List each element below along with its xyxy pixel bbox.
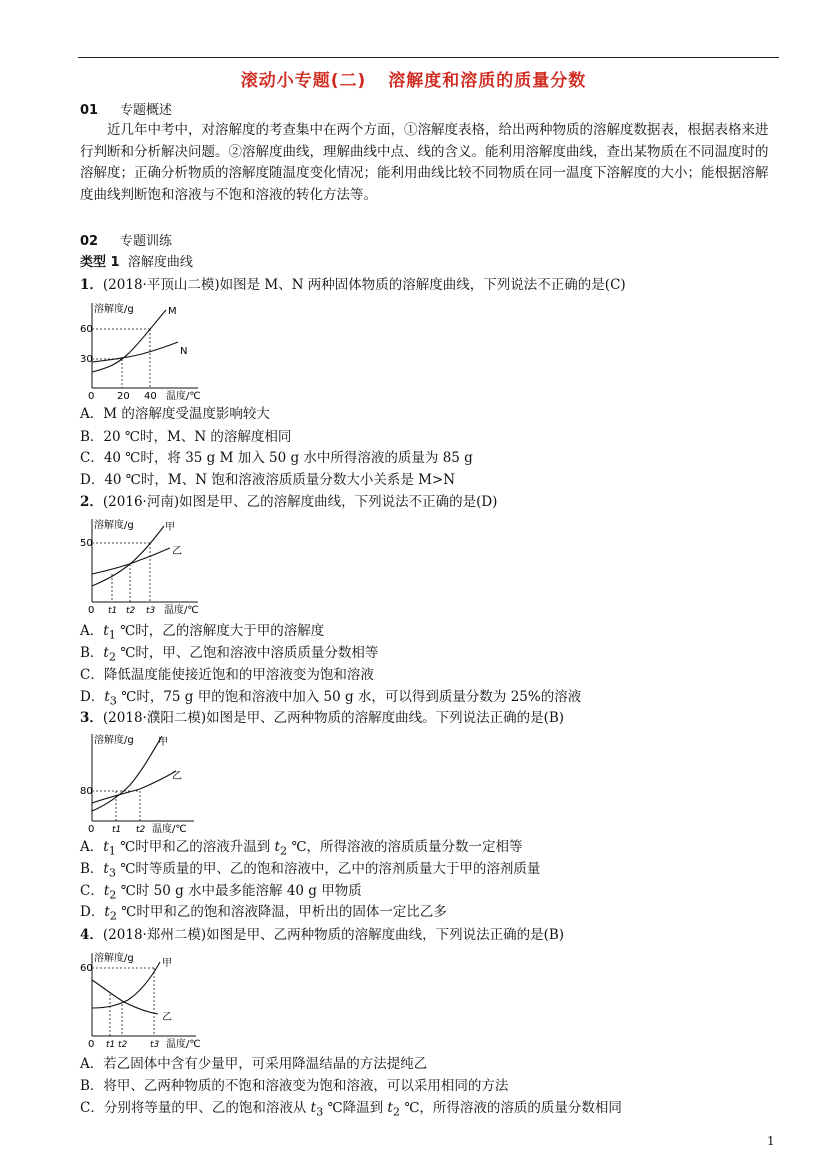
option-q1-a: A．M 的溶解度受温度影响较大: [80, 406, 270, 422]
series-label-jia: 甲: [158, 737, 168, 748]
option-prefix: A．: [80, 839, 104, 855]
x-tick-label: t3: [146, 606, 156, 616]
type-text: 溶解度曲线: [127, 255, 193, 270]
y-axis-label: 溶解度/g: [94, 953, 134, 964]
section-number: 02: [80, 234, 99, 249]
option-prefix: C．分别将等量的甲、乙的饱和溶液从: [80, 1100, 311, 1116]
option-var: t: [103, 839, 109, 855]
option-var: t: [274, 839, 280, 855]
question-text: (2018·郑州二模)如图是甲、乙两种物质的溶解度曲线，下列说法正确的是(B): [102, 927, 565, 943]
option-q3-c: [80, 882, 362, 905]
section-header-overview: [80, 102, 172, 120]
x-tick-label: t1: [112, 825, 122, 835]
page-number: 1: [767, 1134, 775, 1148]
option-sub: 3: [109, 694, 117, 708]
y-tick-label: 60: [80, 324, 93, 335]
x-tick-label: t2: [136, 825, 146, 835]
option-var: t: [104, 904, 110, 920]
option-q1-d: D．40 ℃时，M、N 饱和溶液溶质质量分数大小关系是 M>N: [80, 472, 456, 488]
option-text: ℃降温到: [323, 1100, 388, 1116]
option-text: ℃时，乙的溶解度大于甲的溶解度: [115, 623, 325, 639]
series-label-jia: 甲: [162, 958, 172, 969]
option-q3-d: [80, 903, 447, 926]
x-axis-label: 温度/℃: [166, 1039, 201, 1050]
option-q1-c: C．40 ℃时，将 35 g M 加入 50 g 水中所得溶液的质量为 85 g: [80, 450, 473, 466]
section-label: 专题概述: [120, 103, 173, 118]
x-tick-label: t3: [150, 1040, 160, 1050]
y-tick-label: 50: [80, 538, 93, 549]
option-var: t: [310, 1100, 317, 1116]
x-tick-label: 0: [88, 824, 95, 835]
x-tick-label: t1: [108, 606, 118, 616]
question-number: 4．: [80, 927, 103, 943]
option-text: ℃时甲和乙的饱和溶液降温，甲析出的固体一定比乙多: [116, 904, 447, 920]
question-4-stem: [80, 926, 564, 944]
option-sub: 2: [279, 844, 288, 858]
option-sub: 1: [108, 844, 116, 858]
question-number: 3．: [80, 710, 103, 726]
option-var: t: [104, 689, 110, 705]
y-axis-label: 溶解度/g: [94, 735, 134, 746]
option-text: ℃，所得溶液的溶质的质量分数相同: [400, 1100, 622, 1116]
top-rule: [78, 57, 779, 58]
curve-jia: [92, 962, 160, 1008]
series-label-yi: 乙: [162, 1012, 172, 1023]
x-tick-label: t1: [106, 1040, 116, 1050]
question-1-stem: [80, 276, 626, 294]
solubility-chart-q3: [80, 731, 210, 835]
option-prefix: C．降低温度能使接近饱和的甲溶液变为饱和溶液: [80, 667, 374, 683]
curve-m: [92, 310, 166, 372]
title-part1: 滚动小专题(二): [240, 71, 367, 91]
option-sub: 3: [316, 1105, 324, 1119]
x-tick-label: 0: [88, 391, 95, 402]
solubility-chart-q1: [80, 300, 210, 402]
option-q2-a: [80, 622, 324, 645]
y-tick-label: 80: [80, 786, 93, 797]
option-q4-b: [80, 1077, 508, 1095]
y-tick-label: 60: [80, 963, 93, 974]
option-var: t: [103, 623, 109, 639]
curve-yi: [92, 771, 176, 803]
curve-yi: [92, 980, 158, 1014]
overview-paragraph: 近几年中考中，对溶解度的考查集中在两个方面，①溶解度表格，给出两种物质的溶解度数据表，根据表格来进行判断和分析解决问题。②溶解度曲线，理解曲线中点、线的含义。能利用溶解度曲线，查出某物质在不同温度时的溶解度；正确分析物质的溶解度随温度变化情况；能利用曲线比较不同物质在同一温度下溶解度的大小；能根据溶解度曲线判断饱和溶液与不饱和溶液的转化方法等。: [80, 122, 769, 203]
section-label: 专题训练: [120, 234, 173, 249]
option-q3-b: [80, 860, 540, 883]
type-header: [80, 254, 193, 272]
curve-jia: [92, 526, 164, 586]
x-axis-label: 温度/℃: [164, 605, 199, 616]
option-sub: 2: [108, 650, 117, 664]
solubility-chart-q2: [80, 516, 210, 616]
option-var: t: [103, 883, 110, 899]
question-text: (2018·濮阳二模)如图是甲、乙两种物质的溶解度曲线。下列说法正确的是(B): [102, 710, 565, 726]
option-prefix: D．: [80, 904, 105, 920]
x-tick-label: 0: [88, 605, 95, 616]
option-sub: 2: [109, 909, 117, 923]
option-text: ℃时，75 g 甲的饱和溶液中加入 50 g 水，可以得到质量分数为 25%的溶液: [116, 689, 582, 705]
option-var: t: [103, 645, 109, 661]
x-axis-label: 温度/℃: [166, 391, 201, 402]
option-q1-b: B．20 ℃时，M、N 的溶解度相同: [80, 429, 292, 445]
question-2-stem: [80, 493, 497, 511]
series-label-yi: 乙: [172, 771, 182, 782]
figure-q3: [80, 731, 210, 839]
option-text: ℃时甲和乙的溶液升温到: [115, 839, 275, 855]
question-number: 2．: [80, 494, 103, 510]
option-sub: 2: [392, 1105, 401, 1119]
solubility-chart-q4: [80, 950, 210, 1050]
y-tick-label: 30: [80, 354, 93, 365]
option-prefix: A．若乙固体中含有少量甲，可采用降温结晶的方法提纯乙: [80, 1056, 428, 1072]
option-sub: 1: [108, 628, 116, 642]
option-text: ℃时，甲、乙饱和溶液中溶质质量分数相等: [116, 645, 379, 661]
series-label-n: N: [180, 346, 188, 357]
series-label-yi: 乙: [172, 546, 182, 557]
option-sub: 2: [109, 888, 117, 902]
question-3-stem: [80, 709, 564, 727]
option-q2-d: [80, 688, 581, 711]
option-sub: 3: [108, 866, 117, 880]
question-text: (2018·平顶山二模)如图是 M、N 两种固体物质的溶解度曲线，下列说法不正确的是(C): [102, 277, 626, 293]
option-text: ℃时 50 g 水中最多能溶解 40 g 甲物质: [116, 883, 362, 899]
option-q4-a: [80, 1055, 427, 1073]
option-prefix: B．: [80, 861, 104, 877]
series-label-m: M: [168, 306, 177, 317]
option-var: t: [103, 861, 109, 877]
x-tick-label: 20: [117, 391, 130, 402]
option-prefix: C．: [80, 883, 104, 899]
y-axis-label: 溶解度/g: [94, 304, 134, 315]
option-q4-c: [80, 1099, 622, 1122]
section-header-training: [80, 233, 172, 251]
option-prefix: D．: [80, 689, 105, 705]
x-axis-label: 温度/℃: [152, 824, 187, 835]
section-number: 01: [80, 103, 99, 118]
y-axis-label: 溶解度/g: [94, 520, 134, 531]
option-q3-a: [80, 838, 523, 861]
x-tick-label: t2: [126, 606, 136, 616]
curve-yi: [92, 548, 170, 574]
type-label: 类型 1: [80, 255, 120, 270]
option-var: t: [387, 1100, 393, 1116]
figure-q4: [80, 950, 210, 1054]
option-q2-c: [80, 666, 374, 684]
option-prefix: B．: [80, 645, 104, 661]
option-text: ℃时等质量的甲、乙的饱和溶液中，乙中的溶剂质量大于甲的溶剂质量: [116, 861, 541, 877]
question-text: (2016·河南)如图是甲、乙的溶解度曲线，下列说法不正确的是(D): [102, 494, 498, 510]
option-prefix: A．: [80, 623, 104, 639]
x-tick-label: 40: [144, 391, 157, 402]
option-q2-b: [80, 644, 378, 667]
figure-q1: [80, 300, 210, 406]
series-label-jia: 甲: [165, 522, 175, 533]
figure-q2: [80, 516, 210, 620]
title-part2: 溶解度和溶质的质量分数: [388, 71, 587, 91]
option-prefix: B．将甲、乙两种物质的不饱和溶液变为饱和溶液，可以采用相同的方法: [80, 1078, 509, 1094]
page-title: [0, 66, 827, 91]
option-text: ℃，所得溶液的溶质质量分数一定相等: [287, 839, 523, 855]
question-number: 1．: [80, 277, 103, 293]
x-tick-label: 0: [88, 1039, 95, 1050]
x-tick-label: t2: [118, 1040, 128, 1050]
